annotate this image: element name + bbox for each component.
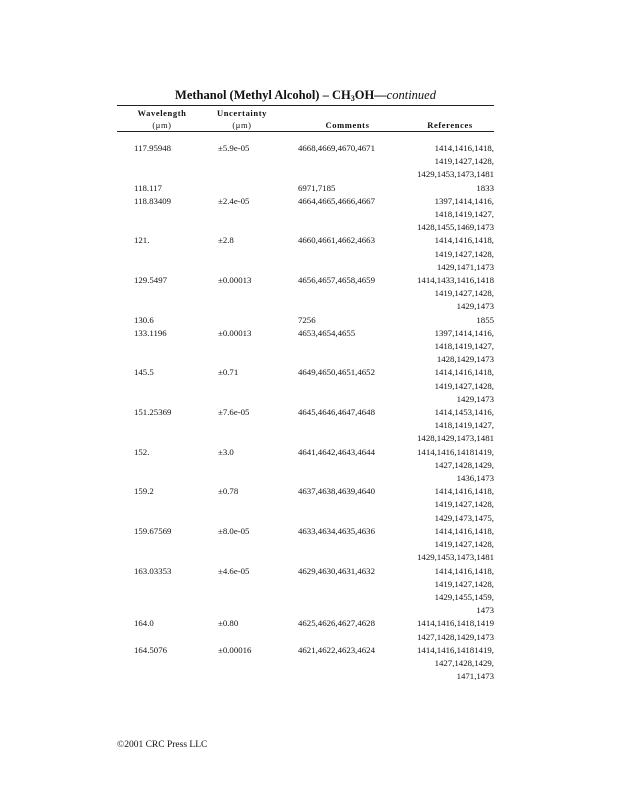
uncertainty-cell: ±7.6e-05 [218, 407, 250, 418]
header-references: References [427, 120, 473, 130]
reference-line: 1414,1416,1418, [434, 525, 494, 536]
wavelength-cell: 159.2 [134, 486, 154, 497]
reference-line: 1414,1416,1418,1419 [417, 618, 494, 629]
references-cell [402, 406, 494, 446]
reference-line: 1429,1473,1475, [434, 512, 494, 523]
table-row [0, 446, 617, 486]
reference-line: 1397,1414,1416, [434, 195, 494, 206]
header-rule [117, 131, 494, 132]
uncertainty-cell: ±0.78 [218, 486, 239, 497]
table-row [0, 485, 617, 525]
table-row [0, 314, 617, 327]
uncertainty-cell: ±8.0e-05 [218, 525, 250, 536]
references-cell [402, 234, 494, 274]
uncertainty-cell: ±0.00013 [218, 275, 252, 286]
reference-line: 1419,1427,1428, [434, 156, 494, 167]
reference-line: 1414,1433,1416,1418 [417, 275, 494, 286]
wavelength-cell: 121. [134, 235, 150, 246]
wavelength-cell: 164.5076 [134, 644, 167, 655]
references-cell [402, 565, 494, 618]
reference-line: 1428,1429,1473,1481 [417, 433, 494, 444]
comments-cell: 4660,4661,4662,4663 [298, 235, 375, 246]
uncertainty-cell: ±5.9e-05 [218, 143, 250, 153]
reference-line: 1419,1427,1428, [434, 578, 494, 589]
uncertainty-cell: ±2.4e-05 [218, 195, 250, 206]
wavelength-cell: 129.5497 [134, 275, 167, 286]
reference-line: 1419,1427,1428, [434, 380, 494, 391]
table-row [0, 644, 617, 684]
comments-cell: 4649,4650,4651,4652 [298, 367, 375, 378]
comments-cell: 4664,4665,4666,4667 [298, 195, 375, 206]
table-row [0, 617, 617, 643]
table-row [0, 234, 617, 274]
reference-line: 1414,1453,1416, [434, 407, 494, 418]
header-uncertainty [207, 108, 277, 131]
title-main: Methanol (Methyl Alcohol) – CH [175, 88, 351, 102]
wavelength-cell: 133.1196 [134, 327, 167, 338]
reference-line: 1418,1419,1427, [434, 420, 494, 431]
references-cell [402, 366, 494, 406]
header-wavelength [122, 108, 202, 131]
comments-cell: 6971,7185 [298, 182, 336, 193]
title-subscript: 3 [350, 94, 355, 103]
comments-cell: 4656,4657,4658,4659 [298, 275, 375, 286]
reference-line: 1428,1455,1469,1473 [417, 222, 494, 233]
reference-line: 1428,1429,1473 [436, 354, 494, 365]
copyright-footer: ©2001 CRC Press LLC [117, 740, 208, 750]
reference-line: 1436,1473 [456, 473, 494, 484]
title-formula-tail: OH— [354, 88, 387, 102]
table-row [0, 274, 617, 314]
reference-line: 1419,1427,1428, [434, 499, 494, 510]
wavelength-cell: 164.0 [134, 618, 154, 629]
header-comments: Comments [325, 120, 370, 130]
comments-cell: 4645,4646,4647,4648 [298, 407, 375, 418]
reference-line: 1397,1414,1416, [434, 327, 494, 338]
reference-line: 1471,1473 [456, 671, 494, 682]
wavelength-cell: 118.117 [134, 182, 162, 193]
reference-line: 1418,1419,1427, [434, 341, 494, 352]
wavelength-cell: 145.5 [134, 367, 154, 378]
reference-line: 1414,1416,14181419, [417, 446, 494, 457]
comments-cell: 7256 [298, 314, 316, 325]
comments-cell: 4668,4669,4670,4671 [298, 143, 375, 153]
reference-line: 1429,1473 [456, 301, 494, 312]
reference-line: 1429,1453,1473,1481 [417, 552, 494, 563]
data-table-body [0, 142, 617, 683]
reference-line: 1419,1427,1428, [434, 539, 494, 550]
references-cell [402, 446, 494, 486]
comments-cell: 4621,4622,4623,4624 [298, 644, 375, 655]
comments-cell: 4641,4642,4643,4644 [298, 446, 375, 457]
reference-line: 1429,1455,1459, [434, 591, 494, 602]
reference-line: 1414,1416,1418, [434, 565, 494, 576]
wavelength-cell: 152. [134, 446, 150, 457]
header-wavelength-unit: (μm) [152, 119, 172, 130]
reference-line: 1414,1416,1418, [434, 367, 494, 378]
uncertainty-cell: ±0.00016 [218, 644, 252, 655]
references-cell [402, 274, 494, 314]
reference-line: 1414,1416,1418, [434, 143, 494, 153]
uncertainty-cell: ±2.8 [218, 235, 234, 246]
reference-line: 1419,1427,1428, [434, 288, 494, 299]
references-cell [402, 327, 494, 367]
references-cell [402, 485, 494, 525]
references-cell [402, 617, 494, 643]
uncertainty-cell: ±0.80 [218, 618, 239, 629]
comments-cell: 4625,4626,4627,4628 [298, 618, 375, 629]
references-cell [402, 314, 494, 327]
references-cell [402, 644, 494, 684]
references-cell [402, 142, 494, 182]
wavelength-cell: 130.6 [134, 314, 154, 325]
table-row [0, 142, 617, 182]
wavelength-cell: 118.83409 [134, 195, 172, 206]
references-cell [402, 182, 494, 195]
header-wavelength-label: Wavelength [137, 108, 187, 118]
reference-line: 1414,1416,14181419, [417, 644, 494, 655]
reference-line: 1855 [476, 314, 494, 325]
table-row [0, 182, 617, 195]
uncertainty-cell: ±3.0 [218, 446, 234, 457]
reference-line: 1473 [476, 605, 494, 616]
table-title [117, 88, 494, 103]
reference-line: 1427,1428,1429, [434, 657, 494, 668]
uncertainty-cell: ±0.71 [218, 367, 239, 378]
table-row [0, 565, 617, 618]
reference-line: 1429,1471,1473 [436, 261, 494, 272]
comments-cell: 4637,4638,4639,4640 [298, 486, 375, 497]
header-uncertainty-unit: (μm) [232, 119, 252, 130]
reference-line: 1414,1416,1418, [434, 235, 494, 246]
reference-line: 1419,1427,1428, [434, 248, 494, 259]
reference-line: 1429,1473 [456, 393, 494, 404]
references-cell [402, 525, 494, 565]
reference-line: 1414,1416,1418, [434, 486, 494, 497]
uncertainty-cell: ±4.6e-05 [218, 565, 250, 576]
wavelength-cell: 159.67569 [134, 525, 172, 536]
top-rule [117, 105, 494, 106]
table-row [0, 327, 617, 367]
reference-line: 1418,1419,1427, [434, 209, 494, 220]
comments-cell: 4653,4654,4655 [298, 327, 356, 338]
title-continued: continued [386, 88, 436, 102]
reference-line: 1833 [476, 182, 494, 193]
table-row [0, 525, 617, 565]
reference-line: 1427,1428,1429, [434, 459, 494, 470]
wavelength-cell: 163.03353 [134, 565, 172, 576]
comments-cell: 4629,4630,4631,4632 [298, 565, 375, 576]
comments-cell: 4633,4634,4635,4636 [298, 525, 375, 536]
table-row [0, 406, 617, 446]
wavelength-cell: 151.25369 [134, 407, 172, 418]
reference-line: 1427,1428,1429,1473 [417, 631, 494, 642]
header-uncertainty-label: Uncertainty [216, 108, 268, 118]
wavelength-cell: 117.95948 [134, 143, 172, 153]
table-row [0, 366, 617, 406]
reference-line: 1429,1453,1473,1481 [417, 169, 494, 180]
references-cell [402, 195, 494, 235]
table-row [0, 195, 617, 235]
uncertainty-cell: ±0.00013 [218, 327, 252, 338]
